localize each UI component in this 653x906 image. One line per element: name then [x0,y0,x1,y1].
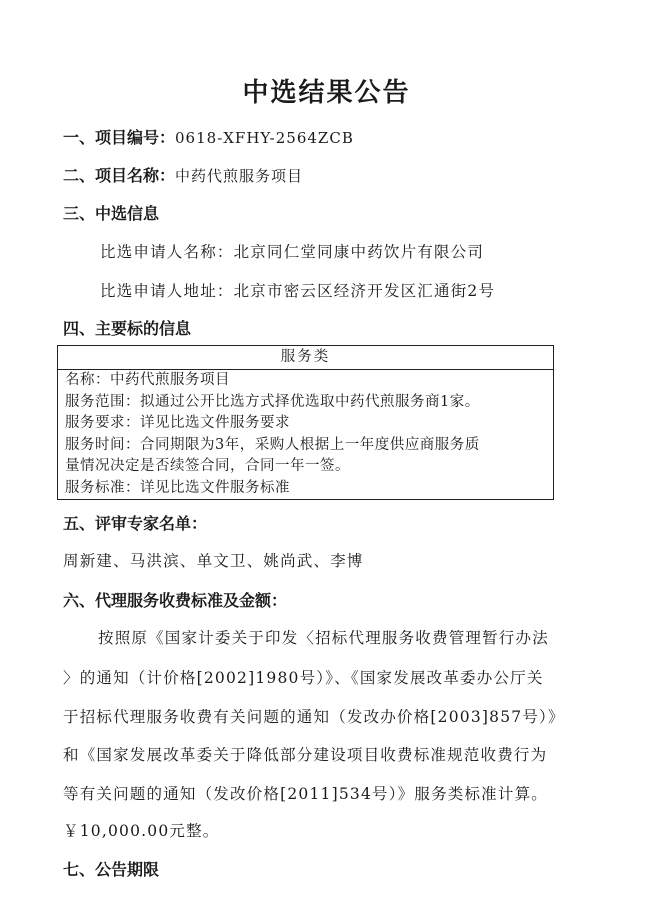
service-table-header: 服务类 [58,346,553,370]
selection-info-heading: 三、中选信息 [63,204,160,223]
service-table [57,345,554,500]
service-table-row: 服务时间：合同期限为3年，采购人根据上一年度供应商服务质 [65,436,480,453]
service-table-row: 服务要求：详见比选文件服务要求 [65,415,290,431]
notice-period-heading: 七、公告期限 [63,860,160,879]
project-name-value: 中药代煎服务项目 [175,167,304,185]
applicant-address-line: 比选申请人地址：北京市密云区经济开发区汇通街2号 [100,282,496,300]
service-table-row: 名称：中药代煎服务项目 [65,372,230,388]
project-name-line [63,163,303,186]
expert-names: 周新建、马洪滨、单文卫、姚尚武、李博 [63,552,364,570]
fee-paragraph-line: 和《国家发展改革委关于降低部分建设项目收费标准规范收费行为 [63,746,548,764]
main-subject-heading: 四、主要标的信息 [63,319,192,338]
project-number-line [63,125,354,148]
expert-list-heading: 五、评审专家名单： [63,514,208,533]
service-table-row: 服务范围：拟通过公开比选方式择优选取中药代煎服务商1家。 [65,393,480,410]
service-table-row: 量情况决定是否续签合同，合同一年一签。 [65,458,350,474]
project-number-label: 一、项目编号： [63,128,176,147]
project-name-label: 二、项目名称： [63,166,176,185]
service-table-row: 服务标准：详见比选文件服务标准 [65,479,290,496]
notice-title: 中选结果公告 [242,78,411,108]
fee-paragraph-line: 于招标代理服务收费有关问题的通知（发改办价格[2003]857号）》 [63,708,565,726]
project-number-value: 0618-XFHY-2564ZCB [175,129,354,147]
fee-paragraph-line: 按照原《国家计委关于印发〈招标代理服务收费管理暂行办法 [98,629,549,647]
fee-amount: ￥10,000.00元整。 [63,822,220,840]
fee-paragraph-line: 〉的通知（计价格[2002]1980号）》、《国家发展改革委办公厅关 [63,669,544,687]
applicant-name-line: 比选申请人名称：北京同仁堂同康中药饮片有限公司 [100,243,485,261]
agency-fee-heading: 六、代理服务收费标准及金额： [63,591,288,610]
fee-paragraph-line: 等有关问题的通知（发改价格[2011]534号）》服务类标准计算。 [63,785,548,803]
